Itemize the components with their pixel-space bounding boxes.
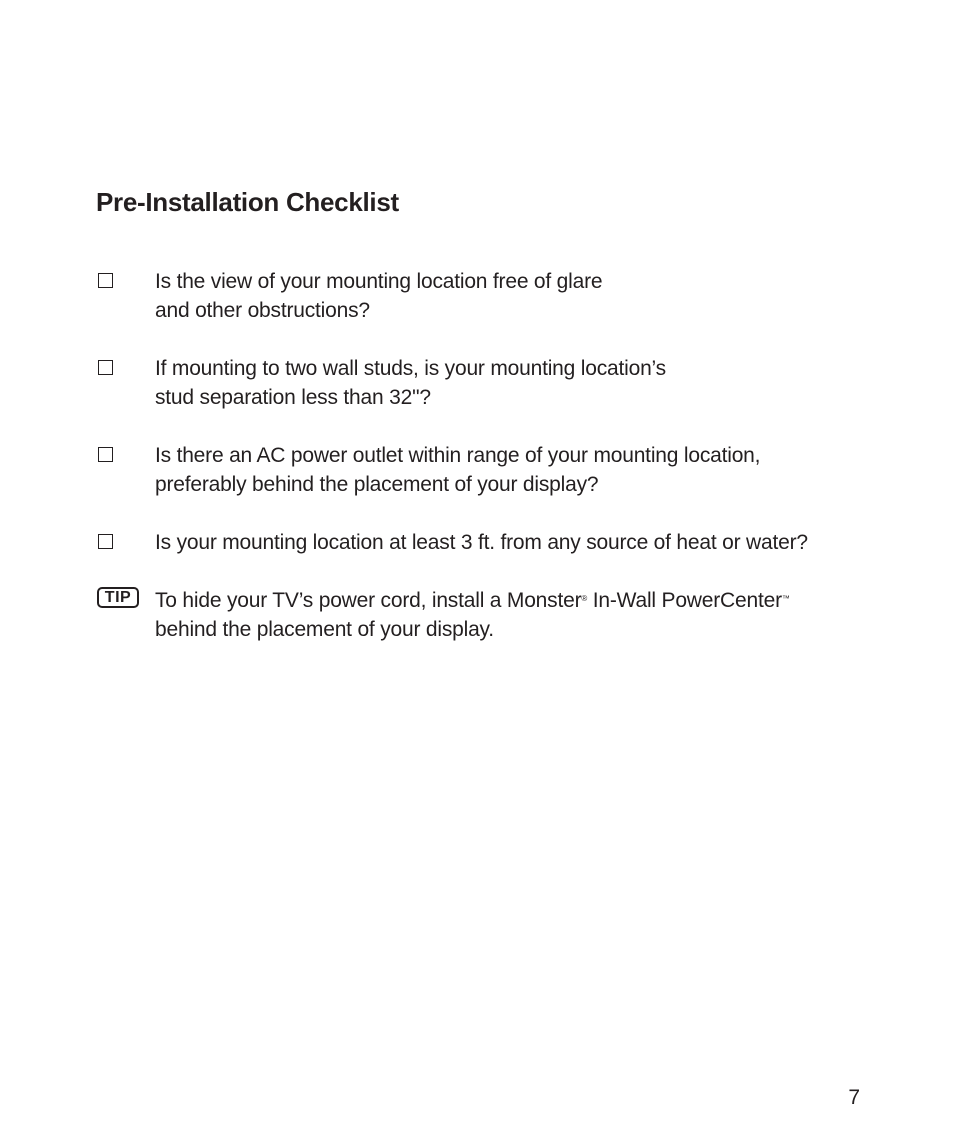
checkbox[interactable] <box>98 447 113 462</box>
page-number: 7 <box>848 1086 860 1109</box>
checklist-item-text <box>155 354 870 412</box>
checklist-item-line: and other obstructions? <box>155 299 370 322</box>
tip-text-part: To hide your TV’s power cord, install a Monster <box>155 589 582 612</box>
tip-text-part: In-Wall PowerCenter <box>587 589 782 612</box>
tip-text <box>155 586 870 644</box>
checklist-item-line: Is your mounting location at least 3 ft. from any source of heat or water? <box>155 531 808 554</box>
checkbox[interactable] <box>98 273 113 288</box>
checklist-item-text <box>155 441 870 499</box>
checklist-item-line: preferably behind the placement of your display? <box>155 473 599 496</box>
checklist-item-text <box>155 528 870 557</box>
checklist-item-line: Is the view of your mounting location free of glare <box>155 270 603 293</box>
trademark-mark: ™ <box>781 594 790 603</box>
registered-mark: ® <box>581 594 588 603</box>
checklist-item-line: If mounting to two wall studs, is your mounting location’s <box>155 357 666 380</box>
checklist-item-line: stud separation less than 32"? <box>155 386 431 409</box>
tip-line: behind the placement of your display. <box>155 618 494 641</box>
checklist-item-line: Is there an AC power outlet within range of your mounting location, <box>155 444 761 467</box>
page-title: Pre-Installation Checklist <box>96 187 399 217</box>
tip-badge: TIP <box>97 587 139 608</box>
checkbox[interactable] <box>98 360 113 375</box>
checkbox[interactable] <box>98 534 113 549</box>
tip-line <box>155 586 870 615</box>
checklist-item-text <box>155 267 870 325</box>
